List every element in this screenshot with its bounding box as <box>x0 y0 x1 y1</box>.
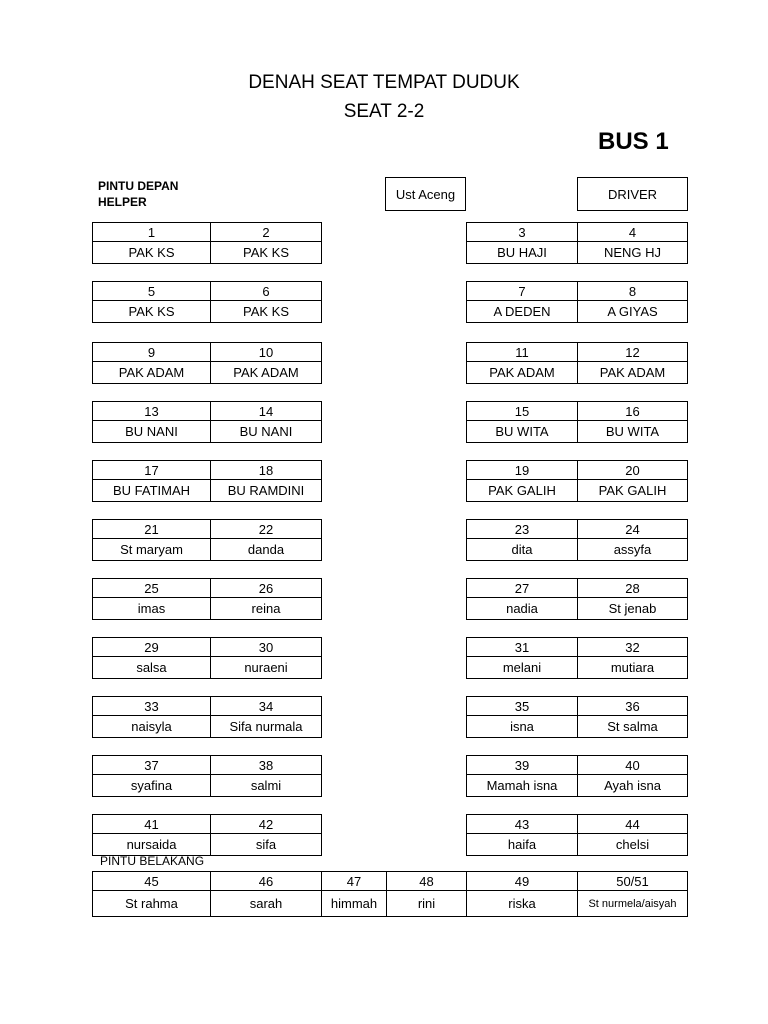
seat-number: 45 <box>92 871 211 891</box>
seat-occupant: Ayah isna <box>577 774 688 797</box>
back-door-label: PINTU BELAKANG <box>100 854 205 868</box>
front-door-label: PINTU DEPAN <box>98 179 179 193</box>
seat-occupant: BU NANI <box>92 420 211 443</box>
seat-occupant: chelsi <box>577 833 688 856</box>
bus-label: BUS 1 <box>598 128 669 155</box>
seat-number: 13 <box>92 401 211 421</box>
seat-number: 19 <box>466 460 578 480</box>
teacher-box: Ust Aceng <box>385 177 466 211</box>
seat-number: 48 <box>386 871 467 891</box>
seat-occupant: reina <box>210 597 322 620</box>
seat-number: 24 <box>577 519 688 539</box>
seat-number: 31 <box>466 637 578 657</box>
seat-number: 35 <box>466 696 578 716</box>
seat-number: 20 <box>577 460 688 480</box>
seat-occupant: syafina <box>92 774 211 797</box>
seat-occupant: assyfa <box>577 538 688 561</box>
seat-number: 36 <box>577 696 688 716</box>
seat-occupant: nursaida <box>92 833 211 856</box>
seat-occupant: haifa <box>466 833 578 856</box>
seat-number: 11 <box>466 342 578 362</box>
seat-occupant: sarah <box>210 890 322 917</box>
seat-occupant: salsa <box>92 656 211 679</box>
seat-number: 50/51 <box>577 871 688 891</box>
page-title: DENAH SEAT TEMPAT DUDUK <box>248 72 520 93</box>
seat-number: 25 <box>92 578 211 598</box>
seat-occupant: PAK KS <box>210 241 322 264</box>
seat-occupant: Mamah isna <box>466 774 578 797</box>
seat-number: 47 <box>321 871 387 891</box>
seat-number: 12 <box>577 342 688 362</box>
seat-number: 21 <box>92 519 211 539</box>
seat-occupant: BU HAJI <box>466 241 578 264</box>
seat-occupant: mutiara <box>577 656 688 679</box>
seat-occupant: sifa <box>210 833 322 856</box>
seat-occupant: nadia <box>466 597 578 620</box>
seat-occupant: St salma <box>577 715 688 738</box>
seat-number: 6 <box>210 281 322 301</box>
seat-number: 30 <box>210 637 322 657</box>
seat-number: 1 <box>92 222 211 242</box>
seat-occupant: imas <box>92 597 211 620</box>
seat-occupant: BU RAMDINI <box>210 479 322 502</box>
page-subtitle: SEAT 2-2 <box>343 101 425 122</box>
seat-occupant: St jenab <box>577 597 688 620</box>
seat-occupant: St maryam <box>92 538 211 561</box>
seat-occupant: naisyla <box>92 715 211 738</box>
seat-number: 49 <box>466 871 578 891</box>
seat-occupant: PAK GALIH <box>466 479 578 502</box>
seat-occupant: Sifa nurmala <box>210 715 322 738</box>
seat-number: 28 <box>577 578 688 598</box>
seat-occupant: PAK KS <box>92 241 211 264</box>
seat-occupant: PAK ADAM <box>210 361 322 384</box>
seat-number: 10 <box>210 342 322 362</box>
seat-occupant: PAK ADAM <box>577 361 688 384</box>
helper-label: HELPER <box>98 195 147 209</box>
seat-number: 26 <box>210 578 322 598</box>
seat-occupant: St rahma <box>92 890 211 917</box>
seat-number: 22 <box>210 519 322 539</box>
seat-occupant: dita <box>466 538 578 561</box>
seat-number: 5 <box>92 281 211 301</box>
driver-box: DRIVER <box>577 177 688 211</box>
seat-number: 34 <box>210 696 322 716</box>
seat-occupant: PAK KS <box>92 300 211 323</box>
seat-occupant: NENG HJ <box>577 241 688 264</box>
seat-number: 4 <box>577 222 688 242</box>
seat-number: 44 <box>577 814 688 834</box>
seat-occupant: St nurmela/aisyah <box>577 890 688 917</box>
seat-number: 27 <box>466 578 578 598</box>
seat-number: 18 <box>210 460 322 480</box>
seat-number: 14 <box>210 401 322 421</box>
seat-number: 2 <box>210 222 322 242</box>
seat-number: 33 <box>92 696 211 716</box>
seat-occupant: himmah <box>321 890 387 917</box>
seat-number: 43 <box>466 814 578 834</box>
seat-number: 37 <box>92 755 211 775</box>
seat-number: 3 <box>466 222 578 242</box>
seat-number: 17 <box>92 460 211 480</box>
seat-number: 42 <box>210 814 322 834</box>
seat-number: 40 <box>577 755 688 775</box>
seat-occupant: riska <box>466 890 578 917</box>
seat-occupant: BU NANI <box>210 420 322 443</box>
seat-occupant: BU WITA <box>466 420 578 443</box>
seat-occupant: BU FATIMAH <box>92 479 211 502</box>
seat-occupant: isna <box>466 715 578 738</box>
seat-occupant: nuraeni <box>210 656 322 679</box>
seat-number: 46 <box>210 871 322 891</box>
seat-occupant: A GIYAS <box>577 300 688 323</box>
seat-occupant: PAK GALIH <box>577 479 688 502</box>
seat-number: 39 <box>466 755 578 775</box>
seat-number: 15 <box>466 401 578 421</box>
seat-number: 41 <box>92 814 211 834</box>
seat-number: 23 <box>466 519 578 539</box>
seat-number: 8 <box>577 281 688 301</box>
seat-occupant: PAK KS <box>210 300 322 323</box>
seat-number: 32 <box>577 637 688 657</box>
seat-number: 16 <box>577 401 688 421</box>
seat-number: 9 <box>92 342 211 362</box>
seat-occupant: danda <box>210 538 322 561</box>
seat-occupant: PAK ADAM <box>466 361 578 384</box>
seat-occupant: salmi <box>210 774 322 797</box>
seat-occupant: melani <box>466 656 578 679</box>
seat-occupant: A DEDEN <box>466 300 578 323</box>
seat-number: 38 <box>210 755 322 775</box>
seat-number: 7 <box>466 281 578 301</box>
seat-occupant: rini <box>386 890 467 917</box>
seat-occupant: PAK ADAM <box>92 361 211 384</box>
seat-number: 29 <box>92 637 211 657</box>
seat-occupant: BU WITA <box>577 420 688 443</box>
